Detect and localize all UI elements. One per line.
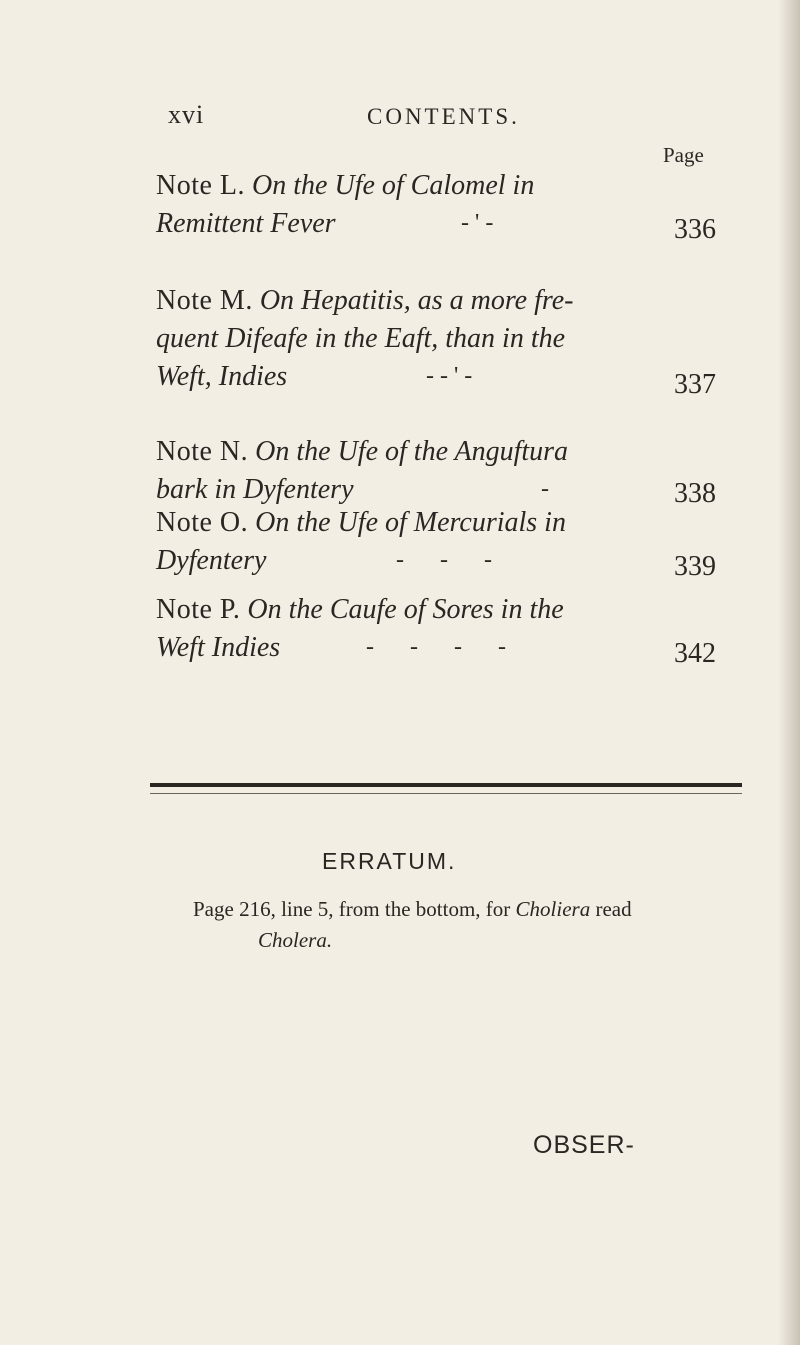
erratum-correct-word: Cholera. <box>258 928 333 952</box>
page-header <box>0 100 800 140</box>
entry-title-line: Remittent Fever <box>156 208 336 239</box>
catchword: OBSER- <box>533 1131 635 1159</box>
entry-title-line: bark in Dyfentery <box>156 474 354 505</box>
erratum-wrong-word: Choliera <box>515 897 591 921</box>
entry-title-line: On the Ufe of Calomel in <box>252 170 535 201</box>
erratum-heading: ERRATUM. <box>322 848 457 874</box>
entry-title-line: quent Difeafe in the Eaft, than in the <box>156 323 566 354</box>
entry-title-line: On the Ufe of the Anguftura <box>255 436 569 467</box>
entry-label: Note P. <box>156 594 241 625</box>
entry-title-line: Weft Indies <box>156 632 281 663</box>
dot-leader: - - - - <box>366 634 506 660</box>
entry-title-line: On the Ufe of Mercurials in <box>255 507 566 538</box>
entry-label: Note L. <box>156 170 246 201</box>
section-divider-rule <box>150 783 742 794</box>
entry-label: Note M. <box>156 285 253 316</box>
dot-leader: - - - <box>396 547 492 573</box>
contents-entry-note-n <box>156 436 716 516</box>
entry-page-number: 337 <box>674 369 716 400</box>
entry-page-number: 339 <box>674 551 716 582</box>
running-title: CONTENTS. <box>367 104 520 129</box>
erratum-prefix: Page 216, line 5, from the bottom, for <box>193 897 511 921</box>
dot-leader: - ' - <box>461 210 494 236</box>
entry-title-line: On the Caufe of Sores in the <box>247 594 564 625</box>
erratum-suffix: read <box>595 897 632 921</box>
entry-title-line: Weft, Indies <box>156 361 288 392</box>
page-folio: xvi <box>168 100 205 129</box>
page-edge-shadow <box>778 0 800 1345</box>
entry-page-number: 336 <box>674 214 716 245</box>
dot-leader: - <box>541 476 549 502</box>
entry-page-number: 342 <box>674 638 716 669</box>
entry-page-number: 338 <box>674 478 716 509</box>
dot-leader: - - ' - <box>426 363 473 389</box>
entry-label: Note N. <box>156 436 249 467</box>
entry-title-line: Dyfentery <box>156 545 267 576</box>
page-column-label: Page <box>663 143 704 167</box>
erratum-text <box>193 897 632 922</box>
contents-entry-note-o <box>156 507 716 587</box>
contents-entry-note-p <box>156 594 716 674</box>
entry-label: Note O. <box>156 507 249 538</box>
contents-entry-note-m <box>156 285 716 405</box>
contents-entry-note-l <box>156 170 716 250</box>
entry-title-line: On Hepatitis, as a more fre- <box>259 285 574 316</box>
